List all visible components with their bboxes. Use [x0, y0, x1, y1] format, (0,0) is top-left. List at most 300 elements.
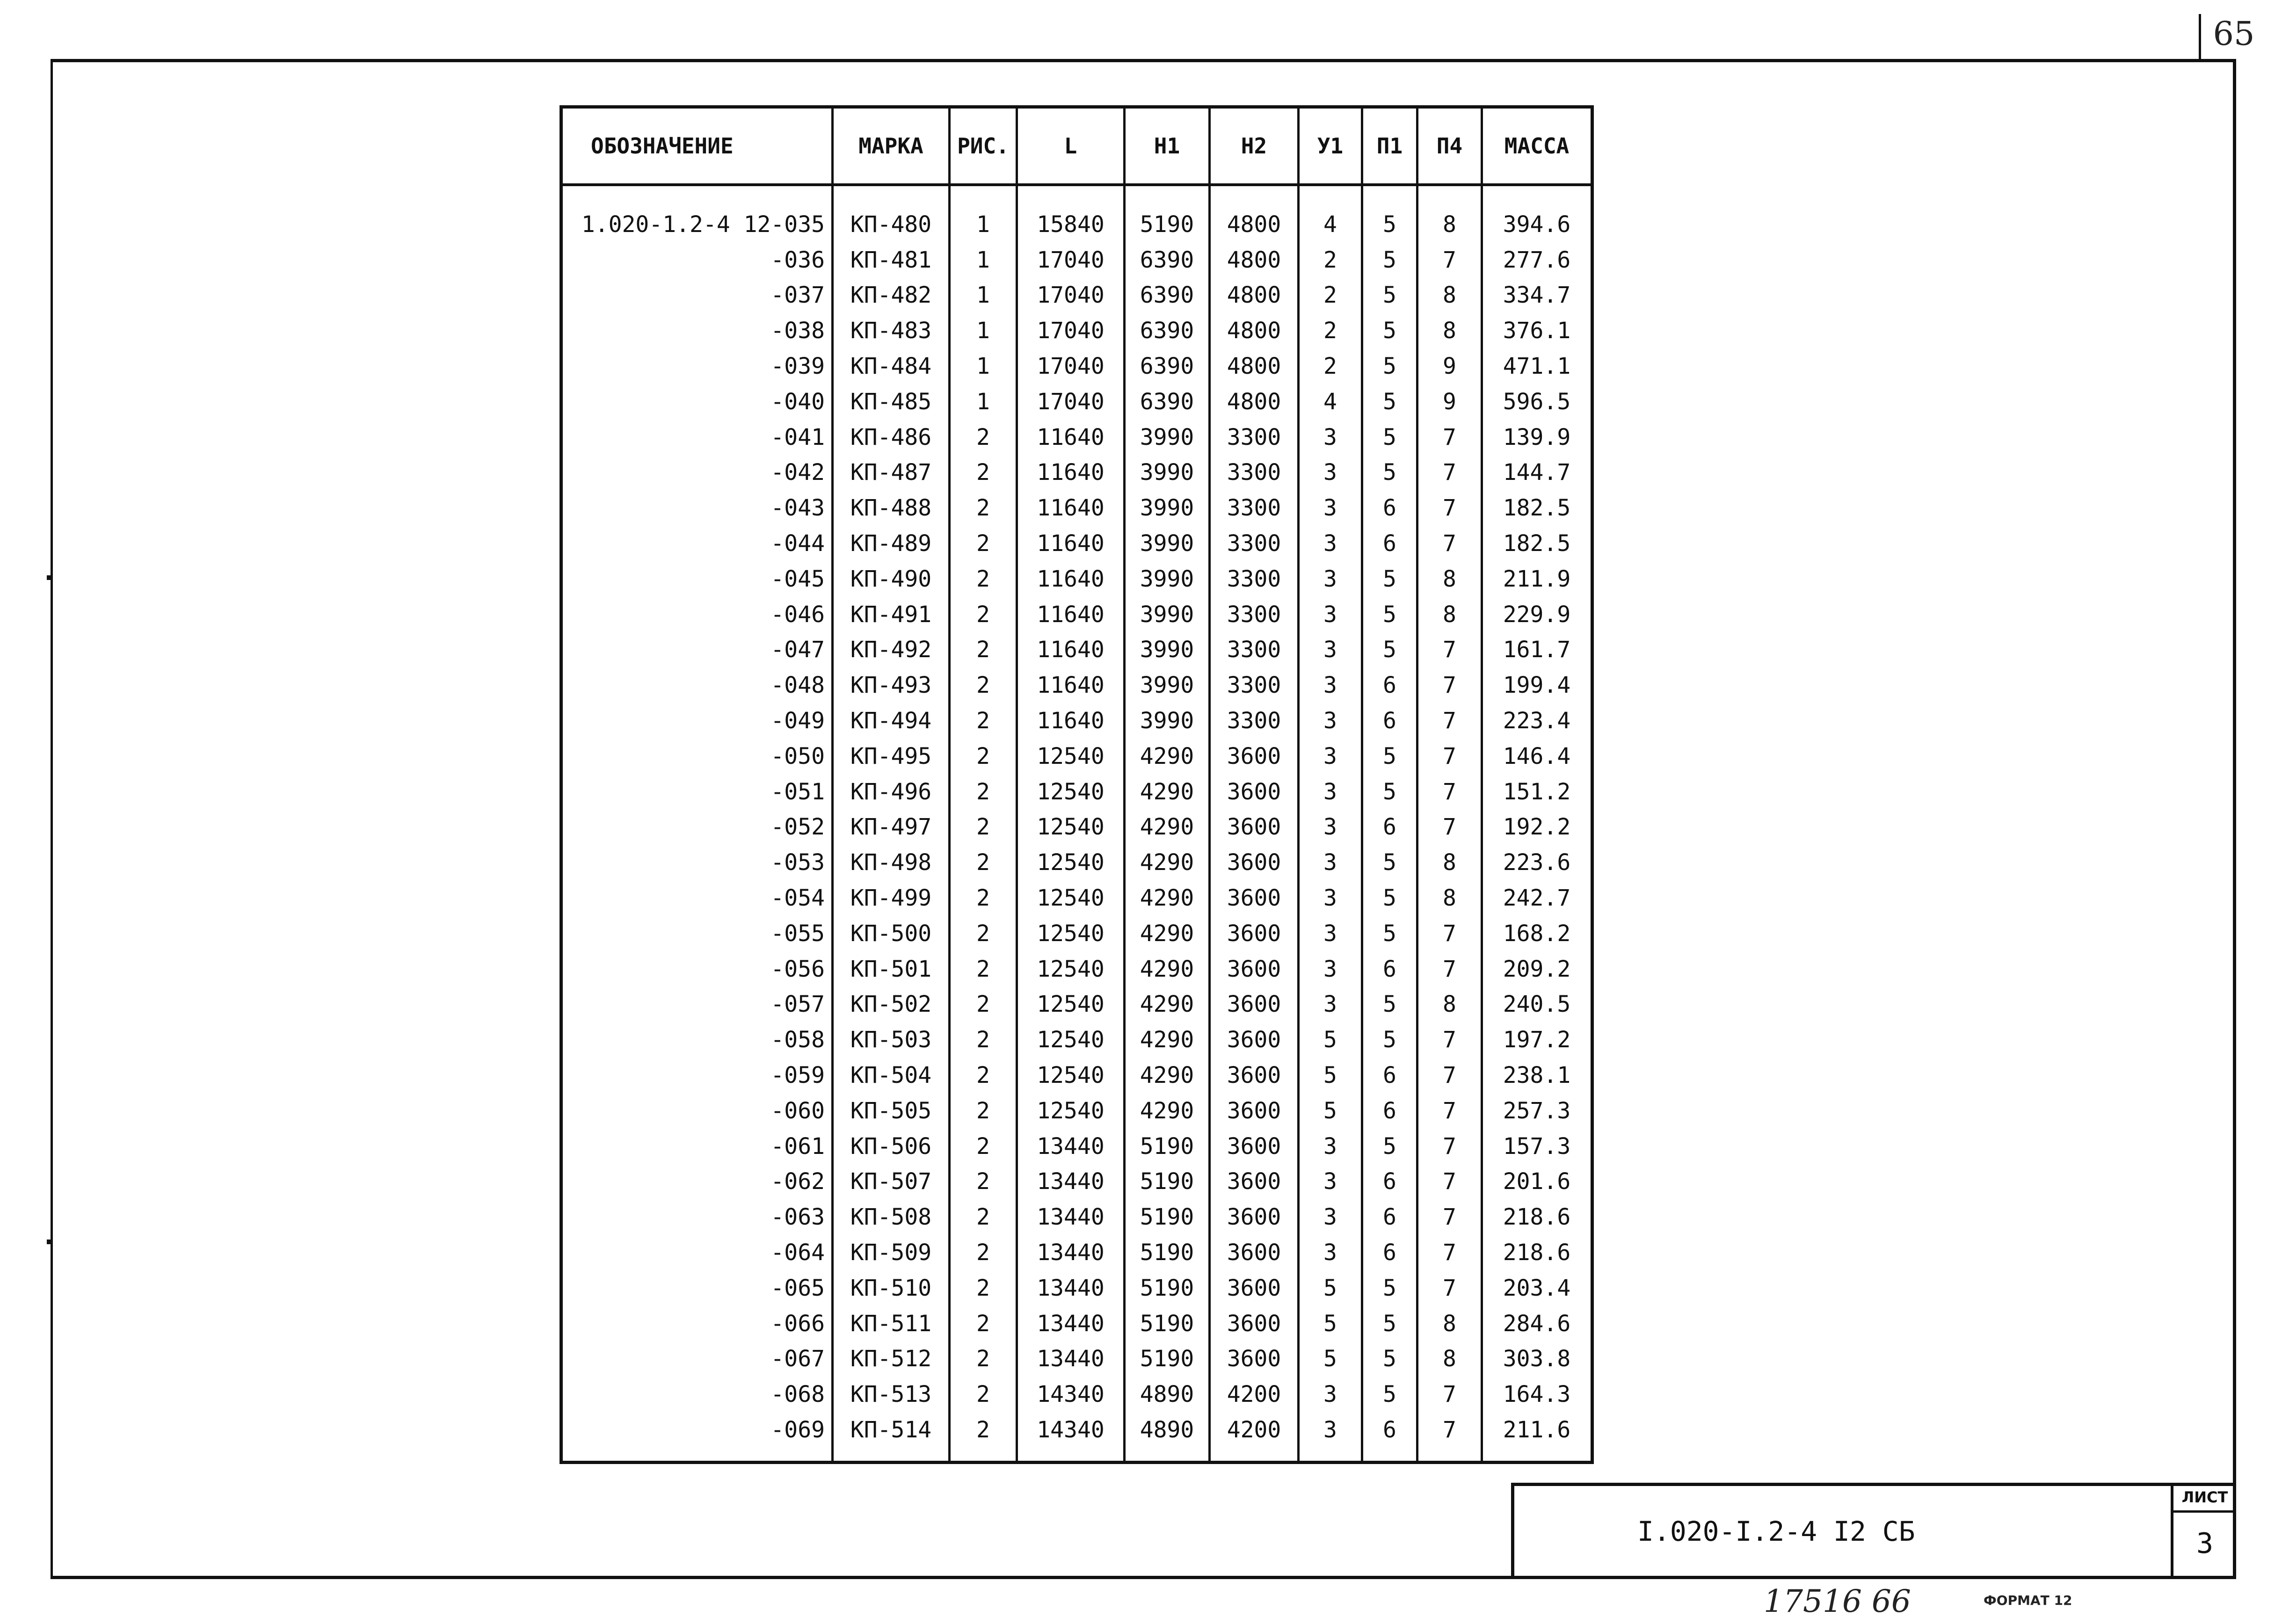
- table-cell: -064: [770, 1240, 825, 1266]
- table-cell: 5: [1299, 1270, 1362, 1306]
- table-cell: 3: [1299, 1164, 1362, 1200]
- table-cell: 5: [1362, 739, 1417, 774]
- table-cell: 2: [1299, 242, 1362, 278]
- table-cell: 5: [1362, 880, 1417, 916]
- table-cell: 6390: [1125, 384, 1210, 420]
- table-cell: КП-495: [833, 739, 950, 774]
- table-row: [561, 1270, 1592, 1306]
- table-cell: 3: [1299, 703, 1362, 739]
- table-cell: 14340: [1017, 1412, 1125, 1462]
- table-cell: -062: [770, 1168, 825, 1195]
- table-cell: 7: [1417, 1235, 1482, 1270]
- table-cell: 4290: [1125, 810, 1210, 845]
- table-row: [561, 455, 1592, 491]
- table-cell: 4890: [1125, 1412, 1210, 1462]
- table-cell: 2: [950, 1058, 1017, 1093]
- table-row: [561, 278, 1592, 313]
- table-cell: 7: [1417, 242, 1482, 278]
- table-row: [561, 526, 1592, 561]
- table-cell: 6: [1362, 1058, 1417, 1093]
- table-cell: 11640: [1017, 526, 1125, 561]
- table-cell: 2: [950, 667, 1017, 703]
- table-cell: 182.5: [1482, 490, 1592, 526]
- table-cell: 2: [950, 1164, 1017, 1200]
- table-cell: -040: [770, 388, 825, 415]
- table-cell: КП-486: [833, 420, 950, 455]
- table-cell: 3600: [1210, 1093, 1299, 1129]
- table-cell: 12540: [1017, 810, 1125, 845]
- table-cell: 144.7: [1482, 455, 1592, 491]
- table-cell: 3300: [1210, 667, 1299, 703]
- table-cell: 5: [1362, 185, 1417, 242]
- table-cell: 240.5: [1482, 987, 1592, 1022]
- table-cell: КП-488: [833, 490, 950, 526]
- table-cell: 11640: [1017, 490, 1125, 526]
- table-cell: 6: [1362, 951, 1417, 987]
- table-row: [561, 1022, 1592, 1058]
- table-cell: 7: [1417, 1164, 1482, 1200]
- table-cell: 151.2: [1482, 774, 1592, 810]
- table-cell: 2: [950, 490, 1017, 526]
- table-cell: 211.9: [1482, 561, 1592, 597]
- table-cell: 3300: [1210, 420, 1299, 455]
- table-cell: 7: [1417, 1270, 1482, 1306]
- table-cell: КП-508: [833, 1199, 950, 1235]
- table-cell: 3: [1299, 774, 1362, 810]
- table-cell: 6: [1362, 1199, 1417, 1235]
- table-cell: 7: [1417, 455, 1482, 491]
- table-cell: 182.5: [1482, 526, 1592, 561]
- table-cell: 4: [1299, 185, 1362, 242]
- table-cell: 5: [1362, 1129, 1417, 1164]
- table-cell: 17040: [1017, 313, 1125, 348]
- table-cell: -068: [770, 1381, 825, 1408]
- table-cell: 2: [950, 774, 1017, 810]
- table-row: [561, 348, 1592, 384]
- table-cell: 201.6: [1482, 1164, 1592, 1200]
- table-cell: 8: [1417, 561, 1482, 597]
- table-cell: 277.6: [1482, 242, 1592, 278]
- table-cell: 3990: [1125, 526, 1210, 561]
- table-row: [561, 1199, 1592, 1235]
- table-cell: 3: [1299, 597, 1362, 632]
- table-cell: 3: [1299, 632, 1362, 668]
- table-cell: 192.2: [1482, 810, 1592, 845]
- table-cell: 2: [950, 1306, 1017, 1341]
- table-cell: 3: [1299, 739, 1362, 774]
- table-cell: 7: [1417, 526, 1482, 561]
- table-cell: 13440: [1017, 1164, 1125, 1200]
- table-cell: 6: [1362, 703, 1417, 739]
- table-cell: 6: [1362, 1235, 1417, 1270]
- table-cell: -047: [770, 637, 825, 663]
- table-cell: КП-505: [833, 1093, 950, 1129]
- table-cell: 11640: [1017, 632, 1125, 668]
- table-cell: 6390: [1125, 313, 1210, 348]
- table-cell: 12540: [1017, 1022, 1125, 1058]
- table-cell: 4800: [1210, 384, 1299, 420]
- table-cell: 5: [1362, 278, 1417, 313]
- table-cell: 13440: [1017, 1129, 1125, 1164]
- table-cell: 3990: [1125, 490, 1210, 526]
- table-cell: 3300: [1210, 597, 1299, 632]
- table-cell: -049: [770, 708, 825, 734]
- table-cell: 1: [950, 384, 1017, 420]
- table-cell: 2: [950, 1270, 1017, 1306]
- table-cell: 9: [1417, 348, 1482, 384]
- table-cell: 199.4: [1482, 667, 1592, 703]
- table-cell: 5: [1299, 1022, 1362, 1058]
- table-cell: 8: [1417, 880, 1482, 916]
- table-cell: 4800: [1210, 185, 1299, 242]
- table-cell: 2: [1299, 348, 1362, 384]
- table-cell: 5190: [1125, 1199, 1210, 1235]
- table-cell: 334.7: [1482, 278, 1592, 313]
- table-cell: 2: [950, 526, 1017, 561]
- column-header: ОБОЗНАЧЕНИЕ: [561, 107, 833, 185]
- table-cell: 5: [1299, 1341, 1362, 1377]
- table-row: [561, 1129, 1592, 1164]
- table-cell: 3600: [1210, 774, 1299, 810]
- table-cell: 2: [950, 420, 1017, 455]
- table-cell: КП-513: [833, 1377, 950, 1412]
- sheet-number: 3: [2196, 1527, 2214, 1560]
- table-cell: 3300: [1210, 561, 1299, 597]
- table-cell: 139.9: [1482, 420, 1592, 455]
- table-cell: 5: [1362, 597, 1417, 632]
- column-header: У1: [1299, 107, 1362, 185]
- table-cell: 5: [1362, 916, 1417, 951]
- table-cell: 7: [1417, 810, 1482, 845]
- table-cell: -039: [770, 353, 825, 380]
- table-cell: 3600: [1210, 951, 1299, 987]
- table-cell: 1: [950, 348, 1017, 384]
- table-cell: 4800: [1210, 242, 1299, 278]
- table-cell: 6390: [1125, 242, 1210, 278]
- table-cell: 3: [1299, 951, 1362, 987]
- table-cell: 3990: [1125, 667, 1210, 703]
- table-cell: КП-499: [833, 880, 950, 916]
- table-row: [561, 632, 1592, 668]
- table-row: [561, 561, 1592, 597]
- table-cell: -063: [770, 1204, 825, 1231]
- table-cell: 5: [1362, 845, 1417, 880]
- table-cell: 13440: [1017, 1235, 1125, 1270]
- table-cell: КП-514: [833, 1412, 950, 1462]
- table-cell: 12540: [1017, 1093, 1125, 1129]
- table-row: [561, 1235, 1592, 1270]
- table-cell: 6: [1362, 810, 1417, 845]
- table-cell: КП-510: [833, 1270, 950, 1306]
- table-cell: 13440: [1017, 1341, 1125, 1377]
- table-cell: 7: [1417, 1199, 1482, 1235]
- table-cell: КП-490: [833, 561, 950, 597]
- table-cell: 13440: [1017, 1199, 1125, 1235]
- table-cell: 2: [950, 1235, 1017, 1270]
- table-cell: КП-484: [833, 348, 950, 384]
- table-cell: -050: [770, 743, 825, 769]
- table-cell: 3600: [1210, 810, 1299, 845]
- table-cell: 2: [1299, 313, 1362, 348]
- table-cell: 1.020-1.2-4 12-035: [581, 211, 825, 238]
- table-cell: 197.2: [1482, 1022, 1592, 1058]
- column-header: П4: [1417, 107, 1482, 185]
- table-row: [561, 1058, 1592, 1093]
- table-cell: 6: [1362, 1412, 1417, 1462]
- table-cell: 7: [1417, 1377, 1482, 1412]
- table-cell: 218.6: [1482, 1199, 1592, 1235]
- table-cell: 17040: [1017, 278, 1125, 313]
- table-cell: 5: [1362, 987, 1417, 1022]
- table-cell: 4200: [1210, 1412, 1299, 1462]
- table-cell: 284.6: [1482, 1306, 1592, 1341]
- table-cell: -044: [770, 530, 825, 557]
- table-cell: 3: [1299, 987, 1362, 1022]
- table-cell: 8: [1417, 987, 1482, 1022]
- table-cell: 6: [1362, 490, 1417, 526]
- table-cell: 7: [1417, 490, 1482, 526]
- table-cell: КП-493: [833, 667, 950, 703]
- table-cell: 596.5: [1482, 384, 1592, 420]
- table-cell: 5190: [1125, 1270, 1210, 1306]
- table-cell: -058: [770, 1027, 825, 1053]
- table-cell: 3990: [1125, 632, 1210, 668]
- table-cell: 17040: [1017, 242, 1125, 278]
- table-cell: 3: [1299, 526, 1362, 561]
- table-cell: 203.4: [1482, 1270, 1592, 1306]
- table-cell: 2: [950, 1341, 1017, 1377]
- table-cell: 5190: [1125, 1306, 1210, 1341]
- table-cell: 11640: [1017, 455, 1125, 491]
- table-cell: 5: [1362, 313, 1417, 348]
- binding-mark: [47, 575, 51, 580]
- table-row: [561, 490, 1592, 526]
- table-row: [561, 880, 1592, 916]
- table-cell: -069: [770, 1416, 825, 1443]
- table-cell: 223.4: [1482, 703, 1592, 739]
- table-cell: 7: [1417, 1022, 1482, 1058]
- table-cell: 2: [950, 1022, 1017, 1058]
- table-cell: КП-482: [833, 278, 950, 313]
- table-cell: КП-502: [833, 987, 950, 1022]
- table-cell: 257.3: [1482, 1093, 1592, 1129]
- table-cell: 1: [950, 185, 1017, 242]
- table-cell: КП-500: [833, 916, 950, 951]
- table-cell: 5190: [1125, 1341, 1210, 1377]
- table-cell: 3600: [1210, 845, 1299, 880]
- table-cell: 2: [950, 1199, 1017, 1235]
- table-cell: 8: [1417, 845, 1482, 880]
- table-cell: 2: [950, 739, 1017, 774]
- table-cell: 4290: [1125, 845, 1210, 880]
- table-row: [561, 420, 1592, 455]
- table-cell: 5190: [1125, 1164, 1210, 1200]
- document-code: I.020-I.2-4 I2 СБ: [1637, 1515, 1915, 1547]
- table-cell: 238.1: [1482, 1058, 1592, 1093]
- table-cell: КП-494: [833, 703, 950, 739]
- table-cell: 12540: [1017, 774, 1125, 810]
- table-cell: 3: [1299, 1412, 1362, 1462]
- table-cell: -052: [770, 814, 825, 841]
- table-cell: 2: [950, 1093, 1017, 1129]
- table-cell: 13440: [1017, 1306, 1125, 1341]
- table-cell: 4200: [1210, 1377, 1299, 1412]
- table-cell: 2: [950, 1412, 1017, 1462]
- table-cell: -057: [770, 991, 825, 1018]
- table-cell: 3990: [1125, 597, 1210, 632]
- table-cell: 11640: [1017, 420, 1125, 455]
- table-cell: 5: [1362, 242, 1417, 278]
- table-row: [561, 242, 1592, 278]
- table-cell: 7: [1417, 774, 1482, 810]
- table-cell: КП-481: [833, 242, 950, 278]
- table-cell: 3600: [1210, 1306, 1299, 1341]
- table-cell: 3600: [1210, 1022, 1299, 1058]
- table-cell: 17040: [1017, 348, 1125, 384]
- column-header: П1: [1362, 107, 1417, 185]
- table-cell: 5: [1362, 1377, 1417, 1412]
- column-header: H2: [1210, 107, 1299, 185]
- table-row: [561, 597, 1592, 632]
- table-cell: 5: [1299, 1306, 1362, 1341]
- table-cell: 5: [1362, 420, 1417, 455]
- table-cell: 4290: [1125, 1058, 1210, 1093]
- table-cell: 3990: [1125, 703, 1210, 739]
- table-cell: 12540: [1017, 987, 1125, 1022]
- table-row: [561, 1306, 1592, 1341]
- table-cell: 12540: [1017, 1058, 1125, 1093]
- table-cell: 8: [1417, 1341, 1482, 1377]
- table-cell: 5: [1362, 384, 1417, 420]
- table-cell: 3990: [1125, 561, 1210, 597]
- table-cell: -055: [770, 920, 825, 947]
- table-cell: 9: [1417, 384, 1482, 420]
- table-cell: -046: [770, 601, 825, 628]
- table-cell: 8: [1417, 313, 1482, 348]
- table-row: [561, 667, 1592, 703]
- table-cell: -061: [770, 1133, 825, 1160]
- table-row: [561, 810, 1592, 845]
- table-cell: 4800: [1210, 278, 1299, 313]
- column-header: МАРКА: [833, 107, 950, 185]
- table-cell: 209.2: [1482, 951, 1592, 987]
- table-cell: -038: [770, 318, 825, 344]
- table-cell: 2: [1299, 278, 1362, 313]
- table-cell: КП-498: [833, 845, 950, 880]
- table-cell: -042: [770, 459, 825, 486]
- table-cell: 3600: [1210, 1235, 1299, 1270]
- table-cell: КП-507: [833, 1164, 950, 1200]
- table-cell: 2: [950, 916, 1017, 951]
- table-cell: -037: [770, 282, 825, 309]
- table-cell: КП-509: [833, 1235, 950, 1270]
- table-cell: 3600: [1210, 739, 1299, 774]
- table-cell: 5: [1362, 348, 1417, 384]
- table-cell: 5190: [1125, 1129, 1210, 1164]
- table-row: [561, 185, 1592, 242]
- table-cell: КП-497: [833, 810, 950, 845]
- table-cell: 13440: [1017, 1270, 1125, 1306]
- table-cell: 8: [1417, 185, 1482, 242]
- table-cell: 7: [1417, 1412, 1482, 1462]
- table-cell: КП-487: [833, 455, 950, 491]
- table-cell: 3600: [1210, 1199, 1299, 1235]
- table-cell: 3: [1299, 490, 1362, 526]
- table-cell: 2: [950, 810, 1017, 845]
- table-cell: 3600: [1210, 1341, 1299, 1377]
- table-cell: 5: [1362, 561, 1417, 597]
- table-cell: 164.3: [1482, 1377, 1592, 1412]
- table-cell: 15840: [1017, 185, 1125, 242]
- table-row: [561, 774, 1592, 810]
- table-cell: 6: [1362, 667, 1417, 703]
- table-cell: 3600: [1210, 880, 1299, 916]
- table-cell: 5: [1362, 1341, 1417, 1377]
- table-cell: 7: [1417, 916, 1482, 951]
- table-cell: 168.2: [1482, 916, 1592, 951]
- table-cell: 17040: [1017, 384, 1125, 420]
- column-header: H1: [1125, 107, 1210, 185]
- table-cell: -065: [770, 1275, 825, 1301]
- table-cell: 12540: [1017, 916, 1125, 951]
- table-cell: -059: [770, 1062, 825, 1089]
- table-row: [561, 1164, 1592, 1200]
- table-cell: КП-496: [833, 774, 950, 810]
- table-cell: 6: [1362, 1164, 1417, 1200]
- table-cell: КП-503: [833, 1022, 950, 1058]
- table-cell: 5: [1362, 1270, 1417, 1306]
- table-cell: 3600: [1210, 1270, 1299, 1306]
- table-cell: 12540: [1017, 880, 1125, 916]
- table-cell: 8: [1417, 597, 1482, 632]
- table-cell: КП-504: [833, 1058, 950, 1093]
- table-cell: 4290: [1125, 987, 1210, 1022]
- column-header: РИС.: [950, 107, 1017, 185]
- table-cell: 2: [950, 880, 1017, 916]
- inventory-stamp: 17516 66: [1764, 1583, 1911, 1619]
- table-cell: КП-492: [833, 632, 950, 668]
- table-cell: 3: [1299, 880, 1362, 916]
- table-cell: 2: [950, 703, 1017, 739]
- table-cell: -045: [770, 566, 825, 592]
- table-cell: 11640: [1017, 597, 1125, 632]
- table-cell: 7: [1417, 739, 1482, 774]
- table-cell: 7: [1417, 703, 1482, 739]
- table-row: [561, 313, 1592, 348]
- binding-mark: [47, 1240, 51, 1244]
- table-cell: 6390: [1125, 348, 1210, 384]
- table-cell: 8: [1417, 278, 1482, 313]
- table-cell: 3300: [1210, 455, 1299, 491]
- table-cell: КП-506: [833, 1129, 950, 1164]
- table-cell: -048: [770, 672, 825, 699]
- table-cell: 4800: [1210, 348, 1299, 384]
- table-cell: 11640: [1017, 561, 1125, 597]
- table-cell: 12540: [1017, 845, 1125, 880]
- table-cell: 5: [1362, 455, 1417, 491]
- table-cell: КП-483: [833, 313, 950, 348]
- table-cell: КП-485: [833, 384, 950, 420]
- table-cell: 211.6: [1482, 1412, 1592, 1462]
- table-row: [561, 1377, 1592, 1412]
- table-row: [561, 1412, 1592, 1462]
- table-cell: 7: [1417, 667, 1482, 703]
- format-label: ФОРМАТ 12: [1984, 1593, 2072, 1608]
- table-cell: 4290: [1125, 951, 1210, 987]
- table-cell: 3: [1299, 455, 1362, 491]
- table-cell: 6390: [1125, 278, 1210, 313]
- table-cell: 2: [950, 455, 1017, 491]
